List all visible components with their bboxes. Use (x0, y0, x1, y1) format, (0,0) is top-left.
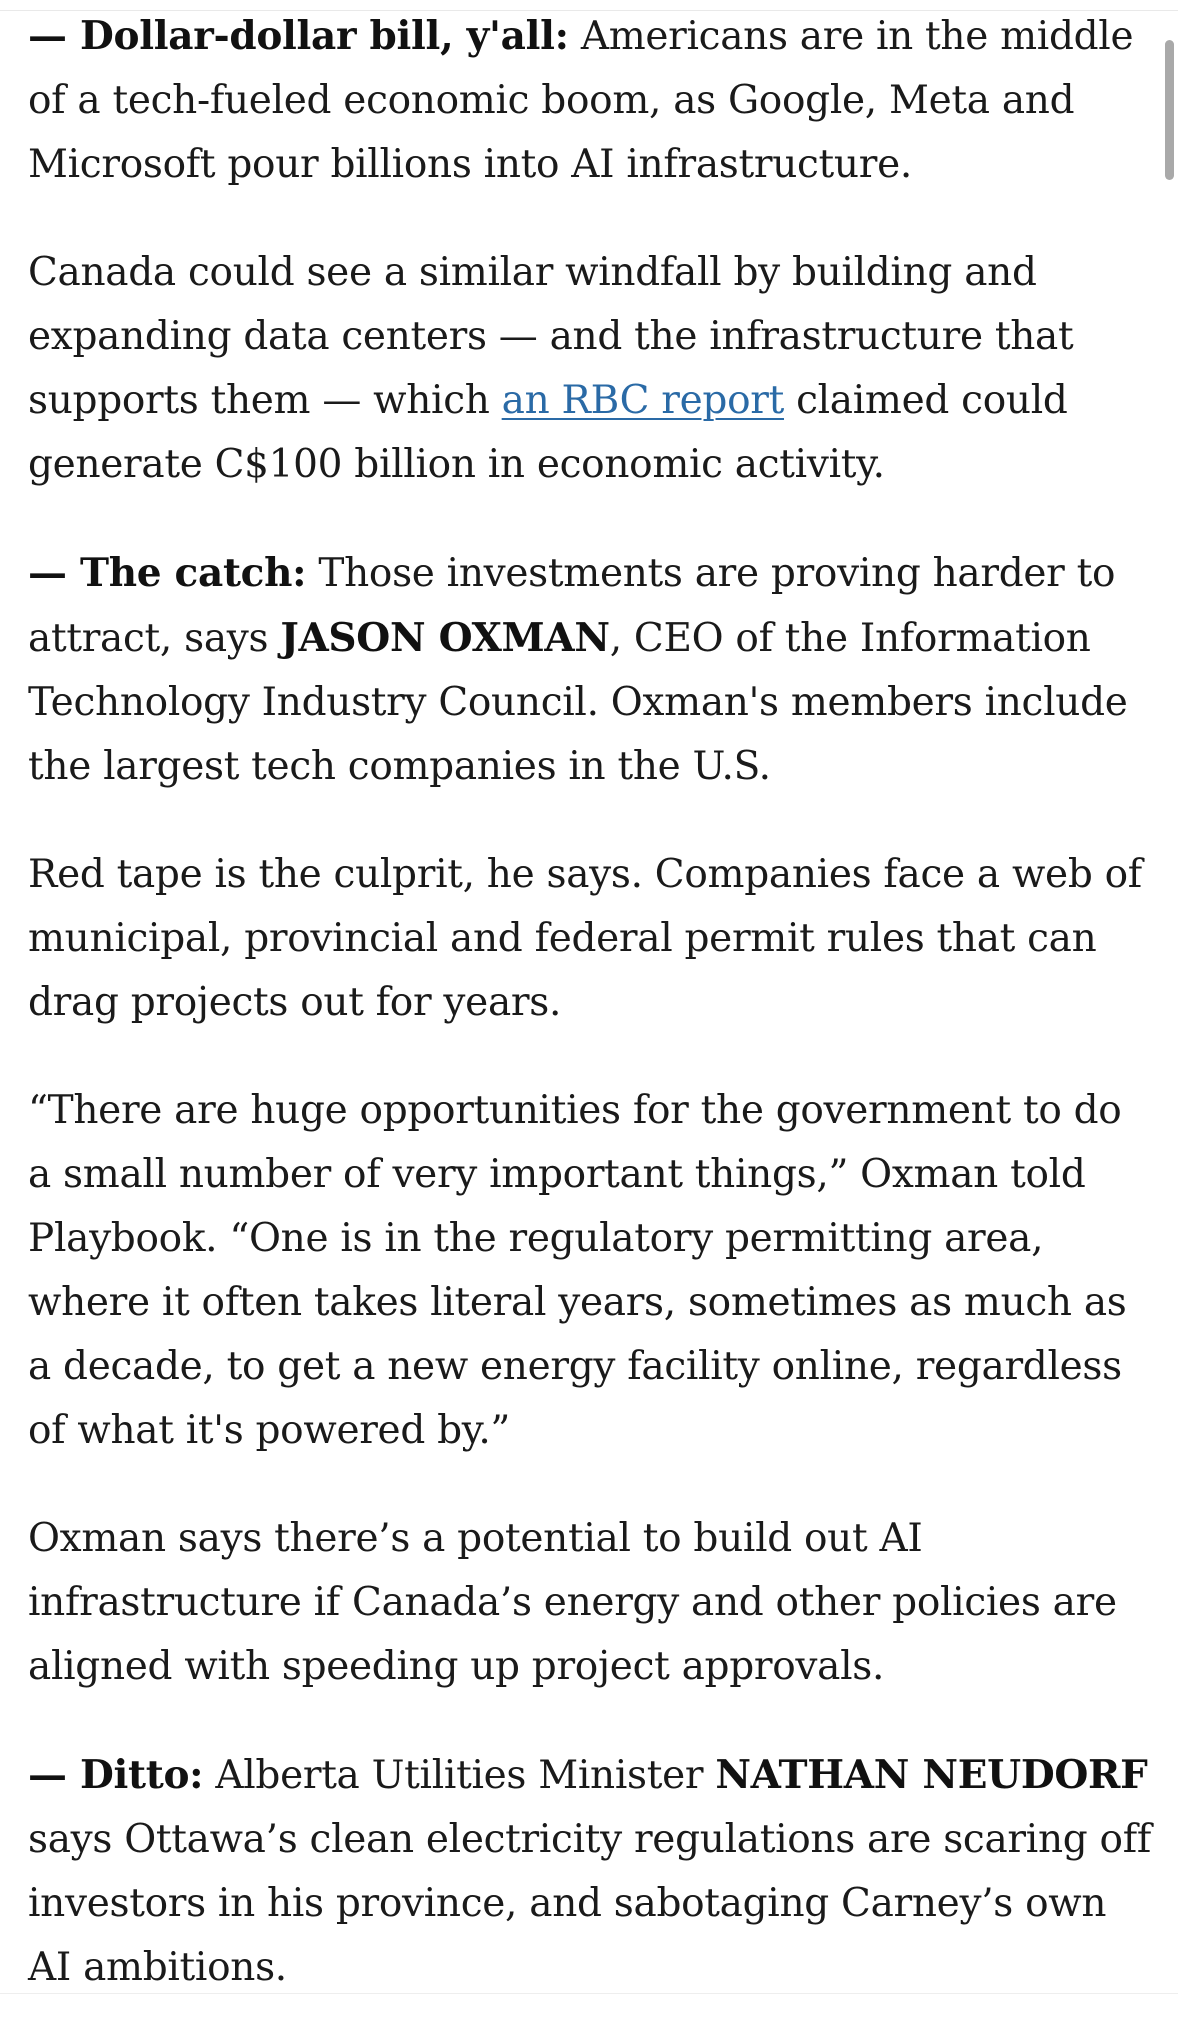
paragraph-red-tape: Red tape is the culprit, he says. Companies face a web of municipal, provincial and federal permit rules that can drag projects out for years. (28, 852, 1142, 1025)
person-name: JASON OXMAN (280, 615, 610, 661)
paragraph-oxman-quote: “There are huge opportunities for the government to do a small number of very important things,” Oxman told Playbook. “One is in the regulatory permitting area, where it often takes literal years, sometimes as much as a decade, to get a new energy facility online, regardless of what it's powered by.” (28, 1088, 1127, 1453)
person-name: NATHAN NEUDORF (715, 1752, 1148, 1798)
article-body (28, 4, 1153, 2044)
section-lead: — Ditto: (28, 1752, 204, 1798)
paragraph-text: Americans are in the middle of a tech-fueled economic boom, as Google, Meta and Microsoft pour billions into AI infrastructure. (28, 14, 1134, 187)
section-lead: — Dollar-dollar bill, y'all: (28, 13, 569, 59)
paragraph-text: Those investments are proving harder to attract, says (28, 551, 1116, 661)
paragraph-oxman-potential: Oxman says there’s a potential to build out AI infrastructure if Canada’s energy and other policies are aligned with speeding up project approvals. (28, 1516, 1117, 1689)
paragraph-the-catch (28, 541, 1153, 799)
paragraph-text: , CEO of the Information Technology Industry Council. Oxman's members include the largest tech companies in the U.S. (28, 616, 1128, 789)
paragraph-text: Canada could see a similar windfall by building and expanding data centers — and the infrastructure that supports them — which (28, 250, 1074, 423)
paragraph-ditto (28, 1743, 1153, 2000)
paragraph-dollar-bill (28, 4, 1153, 197)
paragraph-text: says Ottawa’s clean electricity regulations are scaring off investors in his province, and sabotaging Carney’s own AI ambitions. (28, 1817, 1151, 1990)
paragraph-canada-windfall (28, 241, 1153, 497)
bottom-divider (0, 1993, 1178, 2000)
scrollbar-thumb[interactable] (1165, 40, 1174, 180)
rbc-report-link[interactable]: an RBC report (501, 378, 784, 423)
paragraph-text: Alberta Utilities Minister (203, 1753, 716, 1798)
section-lead: — The catch: (28, 550, 307, 596)
paragraph-text: claimed could generate C$100 billion in economic activity. (28, 378, 1068, 487)
